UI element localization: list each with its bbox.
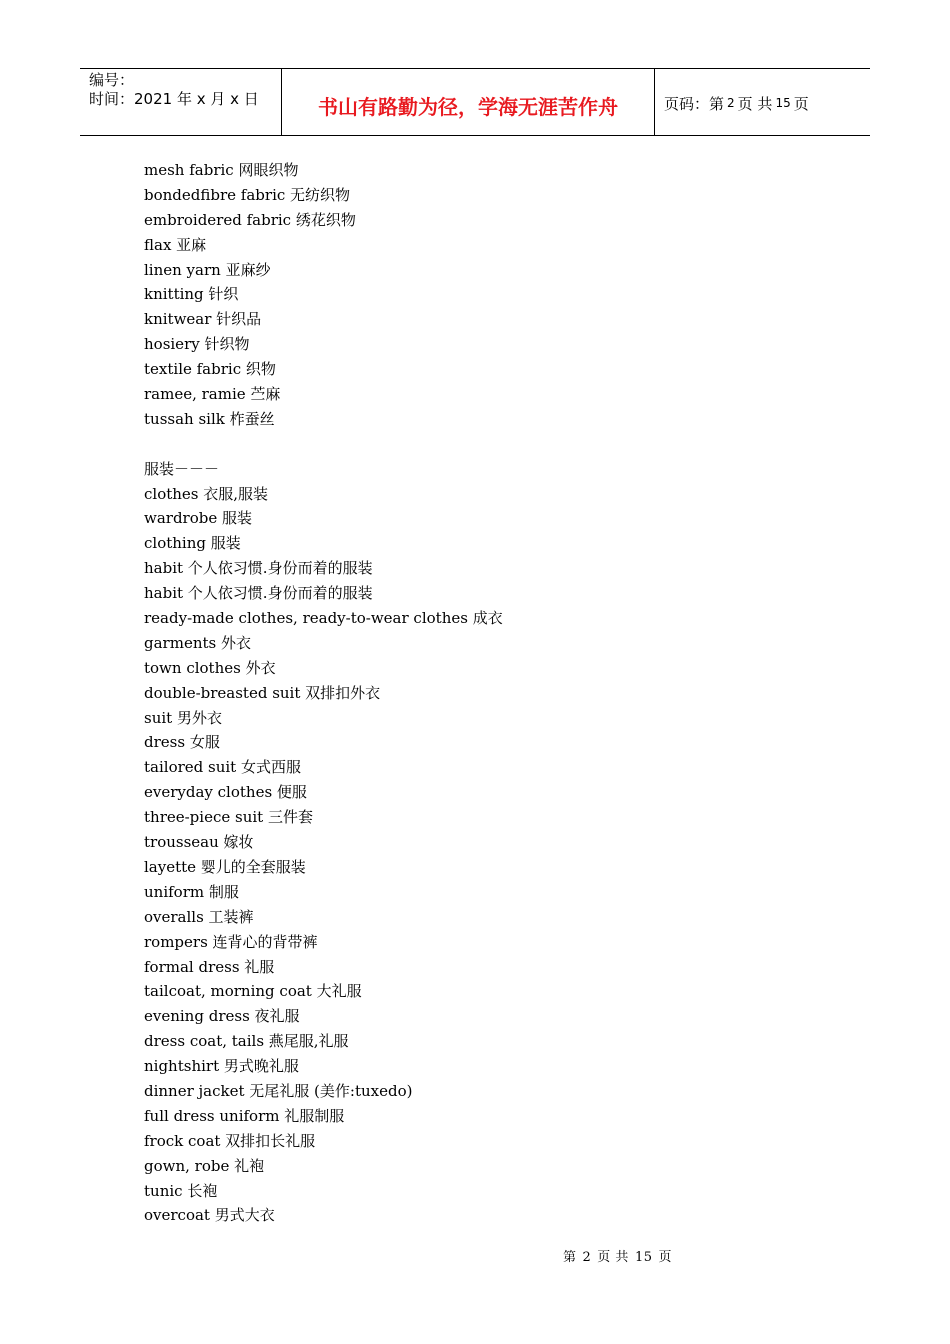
vocab-line: hosiery 针织物 [144, 335, 250, 354]
time-line [89, 90, 281, 109]
vocab-line: mesh fabric 网眼织物 [144, 161, 299, 179]
vocab-line: double-breasted suit 双排扣外衣 [144, 683, 381, 702]
page-prefix: 页码：第 [664, 94, 725, 113]
page-header [80, 68, 870, 136]
slogan: 书山有路勤为径，学海无涯苦作舟 [318, 94, 618, 119]
vocab-line: formal dress 礼服 [144, 957, 275, 976]
vocab-line: frock coat 双排扣长礼服 [144, 1131, 316, 1150]
footer-prefix: 第 [563, 1250, 577, 1265]
page-current: 2 [727, 96, 735, 110]
vocab-line: tailored suit 女式西服 [144, 758, 301, 777]
vocab-line: dinner jacket 无尾礼服 (美作:tuxedo) [144, 1081, 413, 1100]
vocab-line: full dress uniform 礼服制服 [144, 1106, 345, 1125]
footer-mid: 页 共 [597, 1250, 629, 1265]
number-label: 编号： [89, 71, 135, 89]
header-left-cell [80, 69, 282, 135]
vocab-line: clothes 衣服,服装 [144, 484, 269, 503]
time-value: 2021 年 x 月 x 日 [134, 90, 259, 108]
vocab-line: tussah silk 柞蚕丝 [144, 409, 275, 428]
vocab-line: knitwear 针织品 [144, 310, 262, 329]
vocab-line: gown, robe 礼袍 [144, 1156, 265, 1175]
footer-current: 2 [582, 1250, 592, 1265]
vocab-line: wardrobe 服装 [144, 509, 253, 528]
vocab-line: habit 个人依习惯.身份而着的服装 [144, 584, 373, 603]
vocab-line: dress coat, tails 燕尾服,礼服 [144, 1032, 349, 1051]
vocab-line: linen yarn 亚麻纱 [144, 260, 271, 279]
vocab-line: overcoat 男式大衣 [144, 1206, 275, 1225]
vocab-line: bondedfibre fabric 无纺织物 [144, 185, 351, 204]
vocab-line: town clothes 外衣 [144, 658, 276, 677]
time-label: 时间： [89, 90, 135, 108]
vocab-line: everyday clothes 便服 [144, 783, 307, 802]
page-total: 15 [775, 96, 791, 110]
vocab-line: habit 个人依习惯.身份而着的服装 [144, 559, 373, 578]
vocab-line: flax 亚麻 [144, 235, 207, 254]
vocab-line: clothing 服装 [144, 534, 241, 553]
vocab-line: 服装－－－ [144, 459, 220, 478]
page-suffix: 页 [793, 94, 809, 113]
vocab-line: nightshirt 男式晚礼服 [144, 1057, 299, 1076]
vocab-line: evening dress 夜礼服 [144, 1007, 300, 1026]
footer-suffix: 页 [658, 1250, 672, 1265]
vocab-line: knitting 针织 [144, 285, 239, 304]
vocab-line: ready-made clothes, ready-to-wear clothes 成衣 [144, 609, 503, 628]
vocab-line: uniform 制服 [144, 882, 239, 901]
vocab-line: overalls 工装裤 [144, 907, 254, 926]
footer-total: 15 [634, 1250, 653, 1265]
vocab-line: tailcoat, morning coat 大礼服 [144, 982, 362, 1001]
header-slogan-cell [282, 69, 655, 135]
vocab-line: embroidered fabric 绣花织物 [144, 210, 356, 229]
vocab-line: textile fabric 织物 [144, 360, 276, 379]
vocab-line: trousseau 嫁妆 [144, 833, 254, 852]
vocab-line: dress 女服 [144, 733, 220, 752]
page-footer [563, 1246, 678, 1265]
vocab-line [144, 432, 844, 457]
vocabulary-list [144, 158, 844, 1228]
vocab-line: three-piece suit 三件套 [144, 808, 313, 827]
vocab-line: suit 男外衣 [144, 708, 222, 727]
page-mid: 页 共 [737, 94, 773, 113]
header-page-cell [655, 69, 870, 135]
vocab-line: garments 外衣 [144, 633, 251, 652]
vocab-line: ramee, ramie 苎麻 [144, 385, 281, 404]
vocab-line: layette 婴儿的全套服装 [144, 857, 306, 876]
vocab-line: rompers 连背心的背带裤 [144, 932, 318, 951]
vocab-line: tunic 长袍 [144, 1181, 218, 1200]
